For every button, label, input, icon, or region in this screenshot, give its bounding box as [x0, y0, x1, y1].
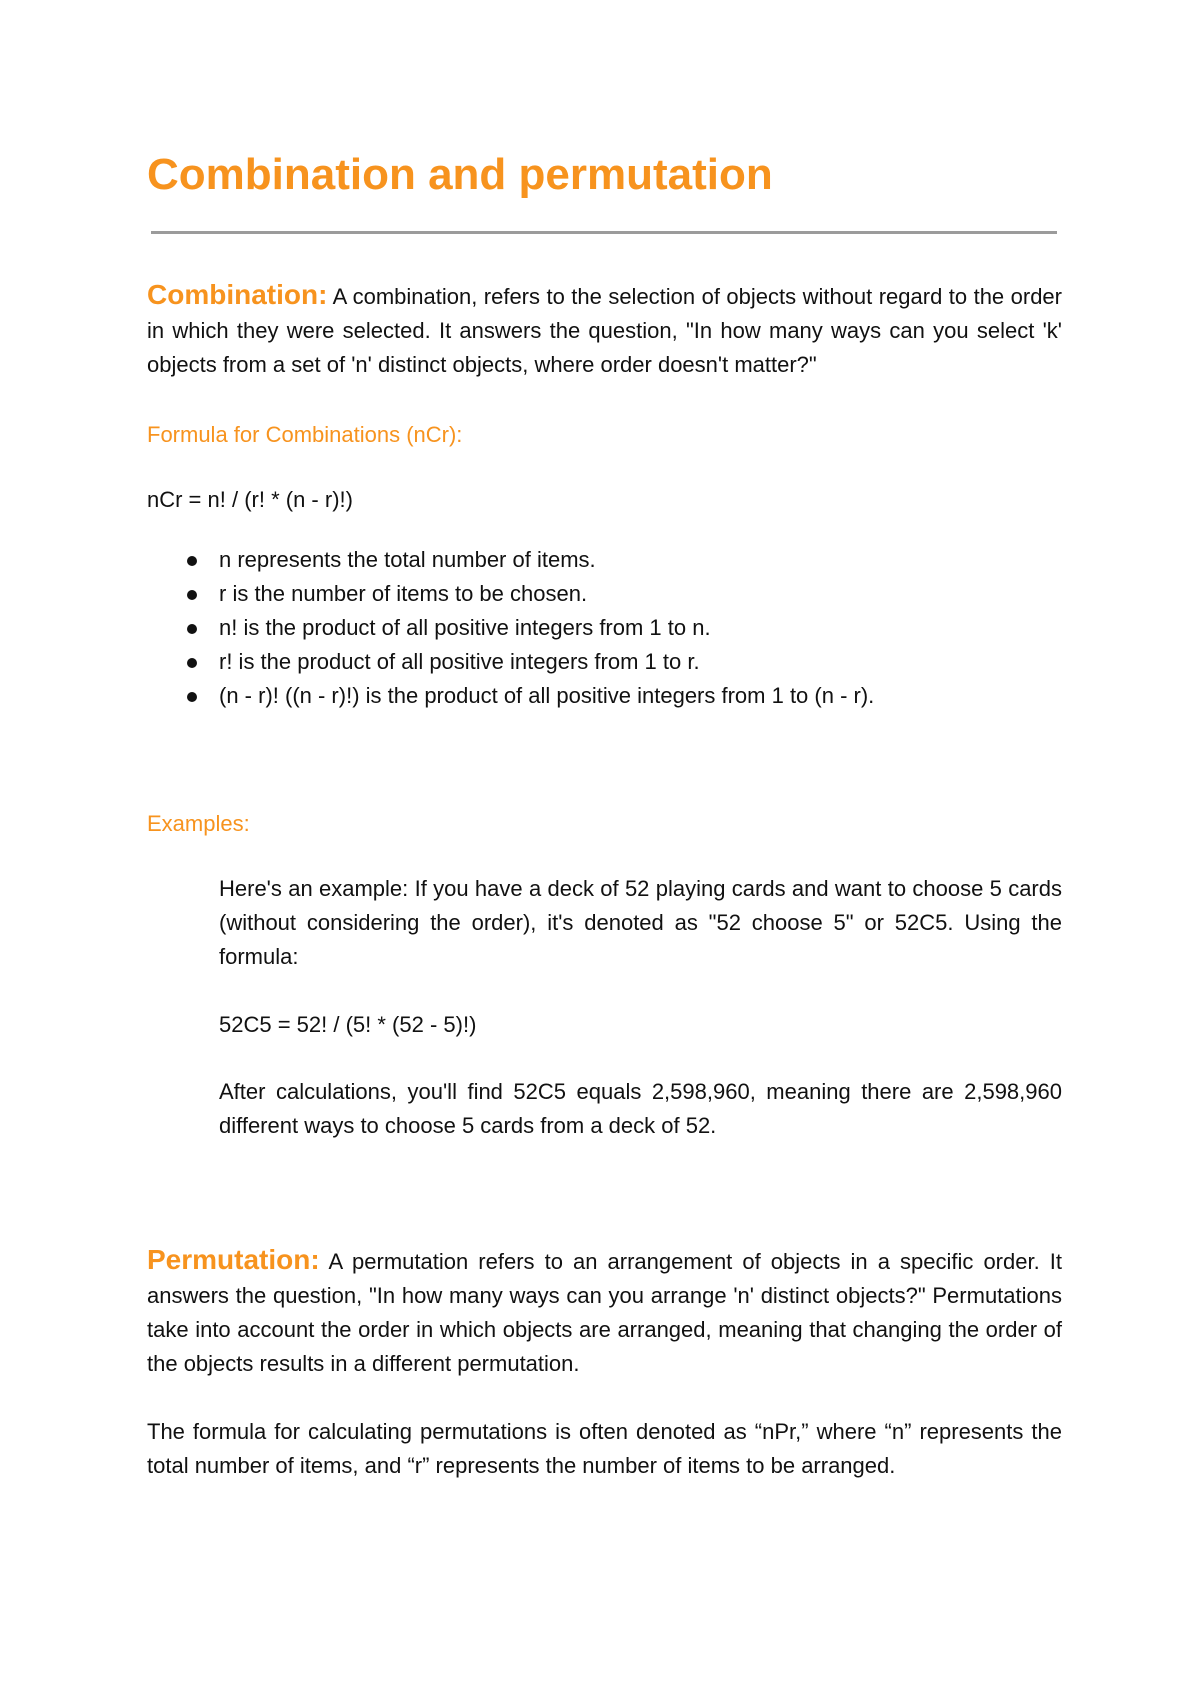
list-item-text: n represents the total number of items.	[219, 547, 596, 572]
list-item	[147, 577, 1062, 611]
list-item-text: r is the number of items to be chosen.	[219, 581, 588, 606]
list-item	[147, 611, 1062, 645]
permutation-term: Permutation:	[147, 1244, 320, 1275]
list-item	[147, 543, 1062, 577]
list-item	[147, 679, 1062, 713]
bullet-icon	[187, 658, 197, 668]
permutation-definition: A permutation refers to an arrangement of objects in a specific order. It answers the question, "In how many ways can you arrange 'n' distinct objects?" Permutations take into account the order in which objects are arranged, meaning that changing the order of the objects results in a different permutation.	[147, 1249, 1062, 1376]
list-item-text: n! is the product of all positive integers from 1 to n.	[219, 615, 711, 640]
combination-paragraph	[147, 278, 1062, 382]
list-item	[147, 645, 1062, 679]
permutation-formula-note: The formula for calculating permutations is often denoted as “nPr,” where “n” represents the total number of items, and “r” represents the number of items to be arranged.	[147, 1419, 1062, 1478]
example-result: After calculations, you'll find 52C5 equals 2,598,960, meaning there are 2,598,960 different ways to choose 5 cards from a deck of 52.	[219, 1079, 1062, 1138]
list-item-text: r! is the product of all positive integers from 1 to r.	[219, 649, 700, 674]
combination-definition: A combination, refers to the selection of objects without regard to the order in which they were selected. It answers the question, "In how many ways can you select 'k' objects from a set of 'n' distinct objects, where order doesn't matter?"	[147, 284, 1062, 377]
page-title: Combination and permutation	[147, 150, 773, 199]
title-divider	[151, 231, 1057, 234]
example-intro: Here's an example: If you have a deck of 52 playing cards and want to choose 5 cards (without considering the order), it's denoted as "52 choose 5" or 52C5. Using the formula:	[219, 876, 1062, 969]
bullet-icon	[187, 692, 197, 702]
permutation-paragraph	[147, 1243, 1062, 1381]
examples-heading: Examples:	[147, 811, 250, 836]
combination-formula-heading: Formula for Combinations (nCr):	[147, 422, 463, 447]
combination-formula: nCr = n! / (r! * (n - r)!)	[147, 487, 353, 512]
bullet-icon	[187, 624, 197, 634]
list-item-text: (n - r)! ((n - r)!) is the product of all positive integers from 1 to (n - r).	[219, 683, 875, 708]
bullet-icon	[187, 556, 197, 566]
combination-variable-list	[147, 543, 1062, 713]
combination-term: Combination:	[147, 279, 328, 310]
example-formula: 52C5 = 52! / (5! * (52 - 5)!)	[219, 1012, 477, 1037]
bullet-icon	[187, 590, 197, 600]
